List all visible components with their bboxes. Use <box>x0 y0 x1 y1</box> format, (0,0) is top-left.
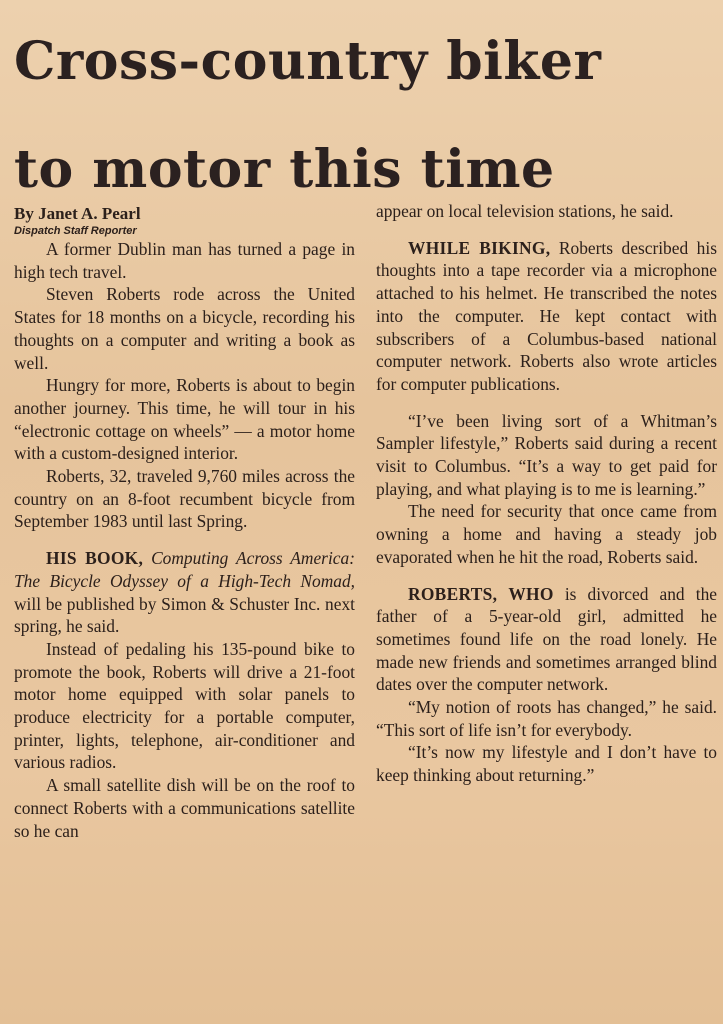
paragraph-text: is divorced and the father of a 5-year-old girl, admitted he sometimes found life on the road lonely. He made new friends and sometimes arranged blind dates over the computer network. <box>376 583 717 695</box>
right-column <box>376 200 717 787</box>
headline-line-1: Cross-country biker <box>14 31 602 92</box>
paragraph: Roberts, 32, traveled 9,760 miles across the country on an 8-foot recumbent bicycle from September 1983 until last Spring. <box>14 466 355 532</box>
left-column <box>14 200 355 842</box>
headline <box>14 8 714 224</box>
paragraph: A small satellite dish will be on the roof to connect Roberts with a communications satellite so he can <box>14 775 355 841</box>
staff-credit: Dispatch Staff Reporter <box>14 225 137 237</box>
book-title: Computing Across America: The Bicycle Odyssey of a High-Tech Nomad, <box>14 548 355 591</box>
section-lead: WHILE BIKING, <box>408 237 551 258</box>
paragraph-text: Roberts described his thoughts into a tape recorder via a microphone attached to his helmet. He transcribed the notes into the computer. He kept contact with subscribers of a Columbus-based national computer network. Roberts also wrote articles for computer publications. <box>376 237 717 394</box>
paragraph: Steven Roberts rode across the United States for 18 months on a bicycle, recording his thoughts on a computer and writing a book as well. <box>14 284 355 373</box>
paragraph-text: will be published by Simon & Schuster Inc. next spring, he said. <box>14 593 355 637</box>
byline: By Janet A. Pearl <box>14 204 141 223</box>
paragraph-biking <box>376 237 717 396</box>
paragraph: Instead of pedaling his 135-pound bike to promote the book, Roberts will drive a 21-foot motor home equipped with solar panels to produce electricity for a portable computer, printer, lights, telephone, air-conditioner and various radios. <box>14 638 355 773</box>
paragraph-roberts <box>376 583 717 697</box>
paragraph: Hungry for more, Roberts is about to begin another journey. This time, he will tour in his “electronic cottage on wheels” — a motor home with a custom-designed interior. <box>14 375 355 464</box>
paragraph: A former Dublin man has turned a page in high tech travel. <box>14 239 355 282</box>
paragraph: “I’ve been living sort of a Whitman’s Sampler lifestyle,” Roberts said during a recent visit to Columbus. “It’s a way to get paid for playing, and what playing is to me is learning.” <box>376 410 717 499</box>
section-lead: HIS BOOK, <box>46 548 144 569</box>
paragraph: “It’s now my lifestyle and I don’t have to keep thinking about returning.” <box>376 742 717 786</box>
paragraph: “My notion of roots has changed,” he said. “This sort of life isn’t for everybody. <box>376 697 717 740</box>
paragraph: The need for security that once came from owning a home and having a steady job evaporated when he hit the road, Roberts said. <box>376 501 717 567</box>
section-lead: ROBERTS, WHO <box>408 583 554 604</box>
paragraph-continued: appear on local television stations, he said. <box>376 201 674 221</box>
headline-line-2: to motor this time <box>14 139 555 200</box>
paragraph-book <box>14 547 355 638</box>
